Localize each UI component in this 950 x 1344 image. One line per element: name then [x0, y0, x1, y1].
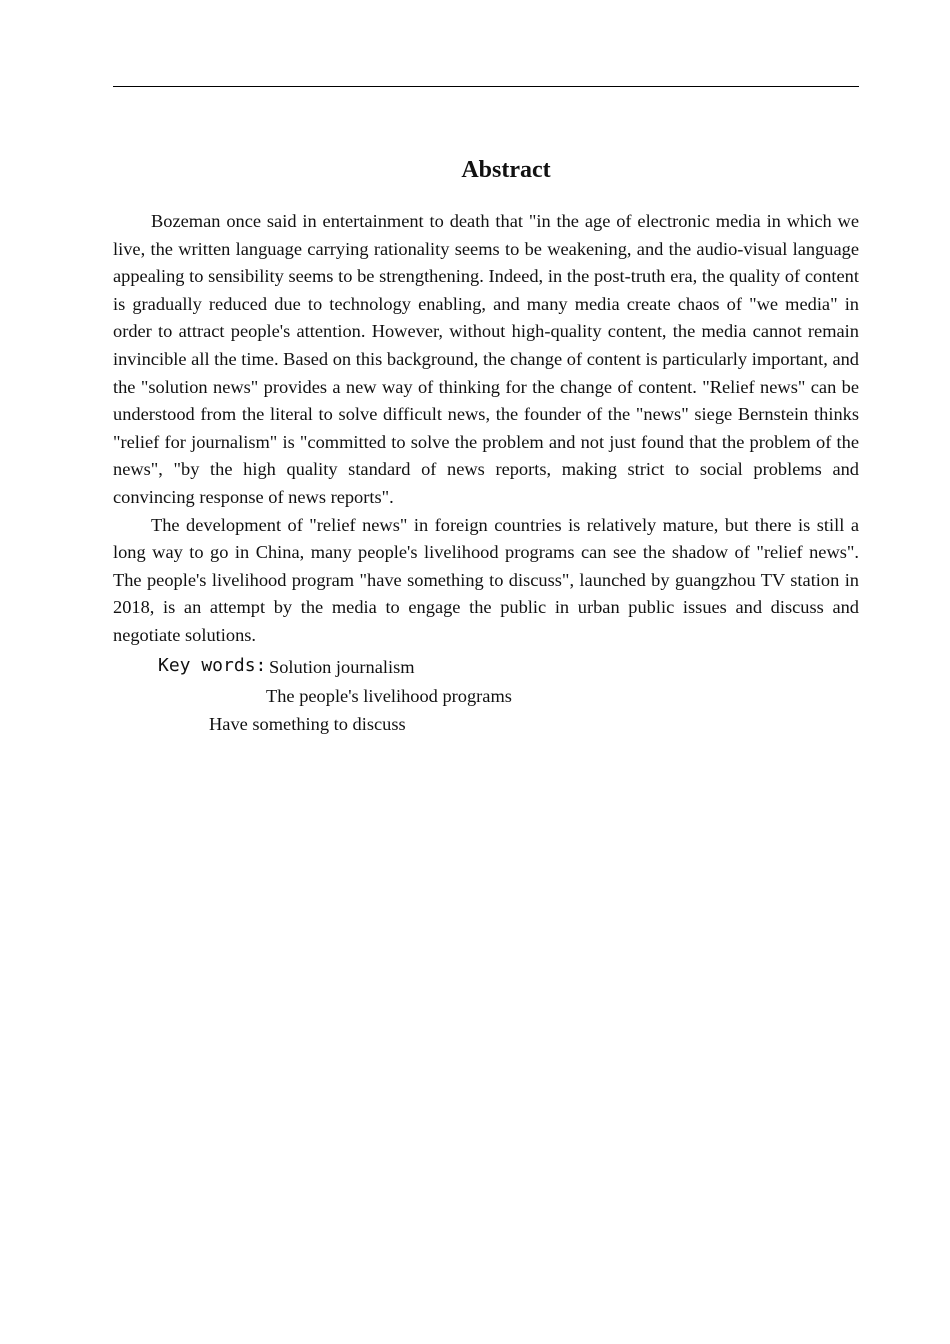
keywords-label: Key words:	[158, 655, 267, 676]
keyword-item: Solution journalism	[269, 657, 415, 677]
keywords-row-1	[113, 653, 859, 682]
abstract-body	[113, 208, 859, 650]
page-title: Abstract	[461, 157, 551, 183]
keywords-section	[113, 653, 859, 740]
abstract-paragraph-2: The development of "relief news" in foreign countries is relatively mature, but there is still a long way to go in China, many people's livelihood programs can see the shadow of "relief news". The people's livelihood program "have something to discuss", launched by guangzhou TV station in 2018, is an attempt by the media to engage the public in urban public issues and discuss and negotiate solutions.	[113, 514, 859, 645]
keywords-row-3	[113, 711, 859, 740]
keywords-row-2	[113, 682, 859, 711]
header-rule	[113, 86, 859, 87]
keyword-item: The people's livelihood programs	[266, 686, 512, 706]
abstract-paragraph-1: Bozeman once said in entertainment to death that "in the age of electronic media in which we live, the written language carrying rationality seems to be weakening, and the audio-visual language appealing to sensibility seems to be strengthening. Indeed, in the post-truth era, the quality of content is gradually reduced due to technology enabling, and many media create chaos of "we media" in order to attract people's attention. However, without high-quality content, the media cannot remain invincible all the time. Based on this background, the change of content is particularly important, and the "solution news" provides a new way of thinking for the change of content. "Relief news" can be understood from the literal to solve difficult news, the founder of the "news" siege Bernstein thinks "relief for journalism" is "committed to solve the problem and not just found that the problem of the news", "by the high quality standard of news reports, making strict to social problems and convincing response of news reports".	[113, 211, 859, 507]
keyword-item: Have something to discuss	[209, 714, 406, 734]
